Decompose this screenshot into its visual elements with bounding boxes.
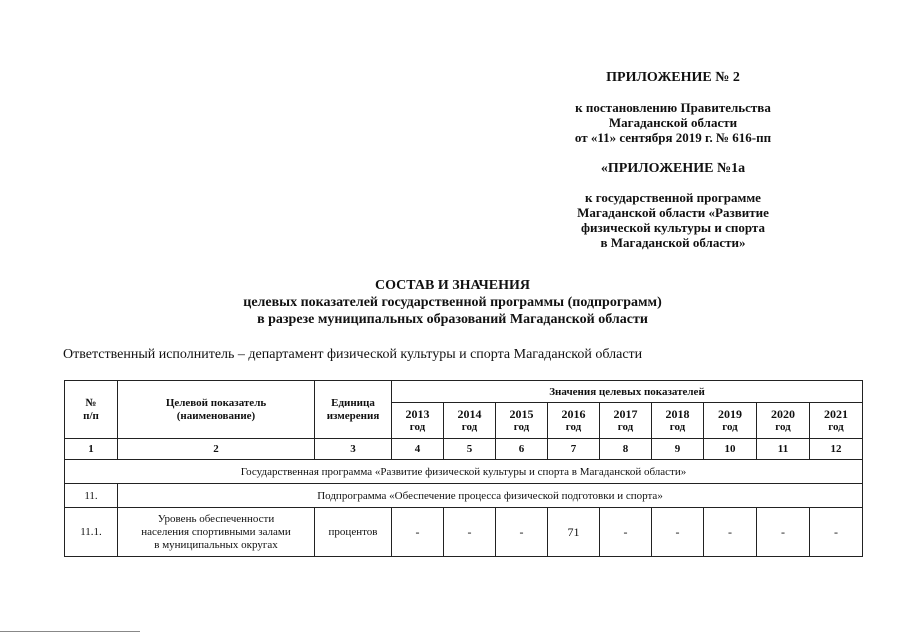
annex-program (548, 190, 798, 250)
row-value: - (810, 508, 863, 557)
year-suffix: год (461, 420, 478, 433)
year-suffix: год (409, 420, 426, 433)
program-row (65, 460, 863, 484)
year-suffix: год (565, 420, 582, 433)
year-label: 2013 (405, 406, 430, 421)
table-row (65, 508, 863, 557)
scan-edge-line (0, 631, 140, 632)
indicators-table (64, 380, 863, 557)
column-number: 10 (704, 439, 757, 460)
year-label: 2021 (824, 406, 849, 421)
header-indicator-line: Целевой показатель (165, 396, 267, 409)
annex-program-line: к государственной программе (585, 190, 761, 205)
header-indicator-line: (наименование) (176, 409, 256, 422)
row-value: - (600, 508, 652, 557)
column-number: 11 (757, 439, 810, 460)
row-value: 71 (548, 508, 600, 557)
row-unit: процентов (315, 508, 392, 557)
header-year (496, 403, 548, 439)
row-value: - (496, 508, 548, 557)
annex-decree-line: от «11» сентября 2019 г. № 616-пп (574, 130, 772, 145)
row-indicator-line: в муниципальных округах (154, 538, 278, 551)
row-indicator-line: Уровень обеспеченности (157, 512, 275, 525)
annex-program-line: Магаданской области «Развитие (577, 205, 769, 220)
column-number: 2 (118, 439, 315, 460)
header-unit (315, 381, 392, 439)
column-number: 6 (496, 439, 548, 460)
year-label: 2018 (665, 406, 690, 421)
column-number: 1 (65, 439, 118, 460)
document-title (0, 277, 905, 328)
header-year (652, 403, 704, 439)
annex-decree-line: к постановлению Правительства (575, 100, 771, 115)
annex-subtitle: «ПРИЛОЖЕНИЕ №1а (600, 161, 746, 176)
column-number: 8 (600, 439, 652, 460)
column-number: 3 (315, 439, 392, 460)
row-indicator-line: населения спортивными залами (141, 525, 291, 538)
annex-decree (548, 100, 798, 145)
row-value: - (444, 508, 496, 557)
row-value: - (704, 508, 757, 557)
subprogram-title: Подпрограмма «Обеспечение процесса физической подготовки и спорта» (118, 484, 863, 508)
annex-header (548, 70, 798, 266)
header-year (704, 403, 757, 439)
row-number: 11.1. (65, 508, 118, 557)
annex-program-line: физической культуры и спорта (581, 220, 765, 235)
row-value: - (757, 508, 810, 557)
row-value: - (392, 508, 444, 557)
document-title-line: в разрезе муниципальных образований Магаданской области (257, 312, 648, 327)
header-year (548, 403, 600, 439)
year-label: 2017 (613, 406, 638, 421)
column-number: 5 (444, 439, 496, 460)
document-title-line: СОСТАВ И ЗНАЧЕНИЯ (374, 278, 531, 293)
subprogram-row (65, 484, 863, 508)
header-unit-line: измерения (326, 409, 380, 422)
header-values-group: Значения целевых показателей (392, 381, 863, 403)
annex-decree-line: Магаданской области (608, 115, 738, 130)
annex-title: ПРИЛОЖЕНИЕ № 2 (606, 70, 740, 85)
header-indicator (118, 381, 315, 439)
row-value: - (652, 508, 704, 557)
year-suffix: год (617, 420, 634, 433)
responsible-executor: Ответственный исполнитель – департамент физической культуры и спорта Магаданской области (63, 347, 643, 362)
year-label: 2020 (771, 406, 795, 421)
header-year (810, 403, 863, 439)
program-title: Государственная программа «Развитие физической культуры и спорта в Магаданской области» (65, 460, 863, 484)
header-year (600, 403, 652, 439)
year-suffix: год (775, 420, 791, 433)
year-suffix: год (722, 420, 738, 433)
column-numbers-row (65, 439, 863, 460)
header-number-line: п/п (83, 409, 99, 422)
header-year (757, 403, 810, 439)
annex-program-line: в Магаданской области» (600, 235, 746, 250)
header-number (65, 381, 118, 439)
document-title-line: целевых показателей государственной программы (подпрограмм) (243, 295, 662, 310)
year-suffix: год (828, 420, 844, 433)
header-year (444, 403, 496, 439)
year-suffix: год (669, 420, 686, 433)
header-unit-line: Единица (331, 396, 375, 409)
year-label: 2016 (561, 406, 586, 421)
column-number: 4 (392, 439, 444, 460)
column-number: 7 (548, 439, 600, 460)
subprogram-number: 11. (65, 484, 118, 508)
column-number: 12 (810, 439, 863, 460)
header-number-line: № (85, 396, 97, 409)
year-label: 2014 (457, 406, 482, 421)
header-year (392, 403, 444, 439)
row-indicator (118, 508, 315, 557)
year-label: 2015 (509, 406, 534, 421)
year-label: 2019 (718, 406, 742, 421)
year-suffix: год (513, 420, 530, 433)
column-number: 9 (652, 439, 704, 460)
